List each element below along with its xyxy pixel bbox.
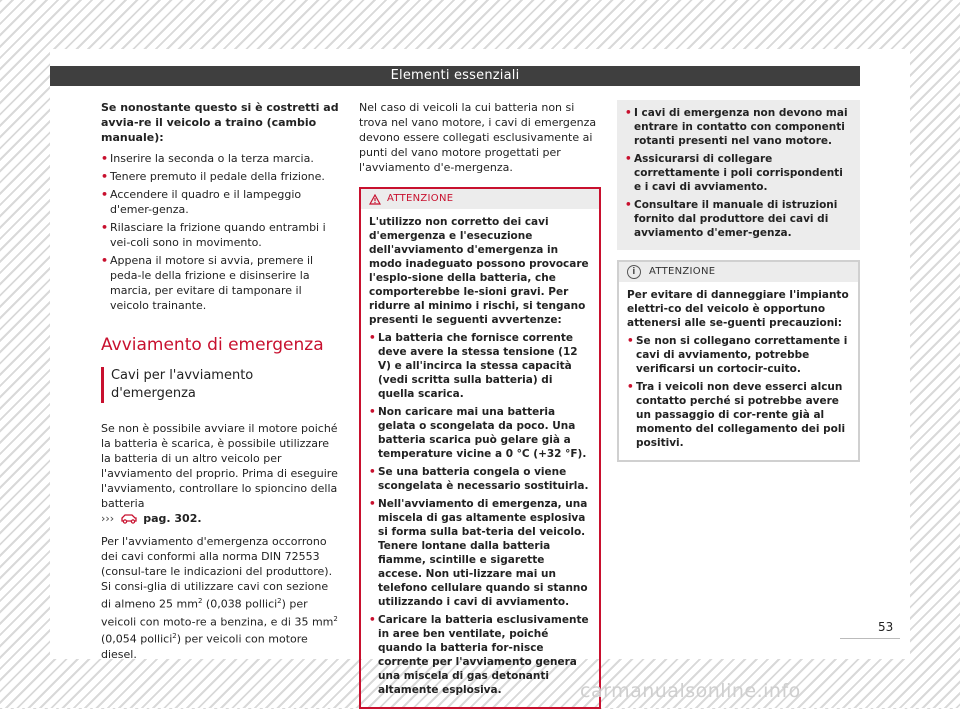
intro-text: Se nonostante questo si è costretti ad avvia-re il veicolo a traino (cambio manuale):	[101, 101, 339, 144]
paragraph: Nel caso di veicoli la cui batteria non si trova nel vano motore, i cavi di emergenza devono essere collegati esclusivamente ai punti del vano motore progettati per l'avviamento d'e-mergenza.	[359, 101, 597, 174]
page-number: 53	[878, 620, 894, 634]
list-item: • Se non si collegano correttamente i cavi di avviamento, potrebbe verificarsi un cortocir-cuito.	[627, 334, 850, 376]
list-item: • Se una batteria congela o viene scongelata è necessario sostituirla.	[369, 465, 591, 493]
info-circle-icon: i	[627, 265, 641, 279]
section-title: Avviamento di emergenza	[101, 335, 324, 355]
list-item: • Rilasciare la frizione quando entrambi i vei-coli sono in movimento.	[101, 220, 341, 250]
list-item: • Appena il motore si avvia, premere il peda-le della frizione e disinserire la marcia, per evitare di tamponare il veicolo trainante.	[101, 253, 341, 313]
superscript: 2	[172, 632, 177, 641]
list-item: • Caricare la batteria esclusivamente in aree ben ventilate, poiché quando la batteria for-nisce corrente per l'avviamento genera una miscela di gas detonanti altamente esplosiva.	[369, 613, 591, 697]
paragraph-text: Se non è possibile avviare il motore poiché la batteria è scarica, è possibile utilizzare la batteria di un altro veicolo per l'avviamento del proprio. Prima di eseguire l'avviamento, controllare lo spioncino della batteria	[101, 422, 338, 510]
paragraph-text: ) per veicoli con motore diesel.	[101, 632, 308, 661]
car-icon	[120, 513, 138, 528]
paragraph	[101, 421, 341, 528]
warning-continuation-box	[617, 100, 860, 250]
column-1	[101, 100, 341, 668]
caution-list	[627, 334, 850, 450]
paragraph-text: Per l'avviamento d'emergenza occorrono dei cavi conformi alla norma DIN 72553 (consul-tare le indicazioni del produttore). Si consi-glia di utilizzare cavi con sezione di almeno 25 mm	[101, 535, 333, 611]
warning-body	[361, 209, 599, 707]
superscript: 2	[333, 614, 338, 623]
subsection-heading	[101, 367, 341, 403]
crossref-page-link[interactable]: pag. 302.	[143, 512, 202, 525]
paragraph-text: ) per veicoli con moto-re a benzina, e di 35 mm	[101, 597, 334, 629]
list-item: • Inserire la seconda o la terza marcia.	[101, 151, 341, 166]
caution-intro: Per evitare di danneggiare l'impianto elettri-co del veicolo è opportuno attenersi alle se-guenti precauzioni:	[627, 289, 849, 329]
steps-list	[101, 151, 341, 313]
warning-box	[359, 187, 601, 709]
list-item: • La batteria che fornisce corrente deve avere la stessa tensione (12 V) e all'incirca la stessa capacità (vedi scritta sulla batteria) di quella scarica.	[369, 331, 591, 401]
watermark-text: carmanualsonline.info	[580, 680, 801, 702]
caution-box	[617, 260, 860, 462]
heading-bar	[101, 367, 104, 403]
list-item: • Tra i veicoli non deve esserci alcun contatto perché si potrebbe avere un passaggio di cor-rente già al momento del collegamento dei poli positivi.	[627, 380, 850, 450]
paragraph-text: (0,038 pollici	[202, 597, 278, 611]
warning-intro: L'utilizzo non corretto dei cavi d'emergenza e l'esecuzione dell'avviamento d'emergenza in modo inadeguato possono provocare l'esplo-sione della batteria, che comporterebbe le-sioni gravi. Per ridurre al minimo i rischi, si tengano presenti le seguenti avvertenze:	[369, 216, 589, 326]
list-item: • Tenere premuto il pedale della frizione.	[101, 169, 341, 184]
crossref-arrows: ›››	[101, 512, 115, 525]
list-item: • Accendere il quadro e il lampeggio d'emer-genza.	[101, 187, 341, 217]
list-item: • Consultare il manuale di istruzioni fornito dal produttore dei cavi di avviamento d'emer-genza.	[625, 198, 852, 240]
subsection-title: Cavi per l'avviamento d'emergenza	[110, 368, 254, 401]
caution-title: ATTENZIONE	[649, 266, 716, 277]
list-item: • Assicurarsi di collegare correttamente i poli corrispondenti e i cavi di avviamento.	[625, 152, 852, 194]
caution-header	[619, 262, 858, 282]
caution-body	[619, 282, 858, 460]
column-2	[359, 100, 601, 709]
list-item: • I cavi di emergenza non devono mai entrare in contatto con componenti rotanti presenti nel vano motore.	[625, 106, 852, 148]
chapter-title: Elementi essenziali	[390, 68, 520, 83]
chapter-header	[50, 66, 860, 86]
paragraph-text: (0,054 pollici	[101, 632, 173, 646]
superscript: 2	[277, 597, 282, 605]
warning-title: ATTENZIONE	[387, 193, 454, 204]
warning-triangle-icon	[369, 194, 381, 205]
warning-list	[625, 106, 852, 240]
column-3	[617, 100, 860, 462]
paragraph	[101, 534, 341, 662]
page-number-rule	[840, 638, 900, 639]
superscript: 2	[197, 597, 203, 605]
warning-header	[361, 189, 599, 209]
list-item: • Nell'avviamento di emergenza, una miscela di gas altamente esplosiva si forma sulla bat-teria del veicolo. Tenere lontane dalla batteria fiamme, scintille e sigarette accese. Non uti-lizzare mai un telefono cellulare quando si stanno utilizzando i cavi di avviamento.	[369, 497, 591, 609]
warning-list	[369, 331, 591, 697]
list-item: • Non caricare mai una batteria gelata o scongelata da poco. Una batteria scarica può gelare già a temperature vicine a 0 °C (+32 °F).	[369, 405, 591, 461]
